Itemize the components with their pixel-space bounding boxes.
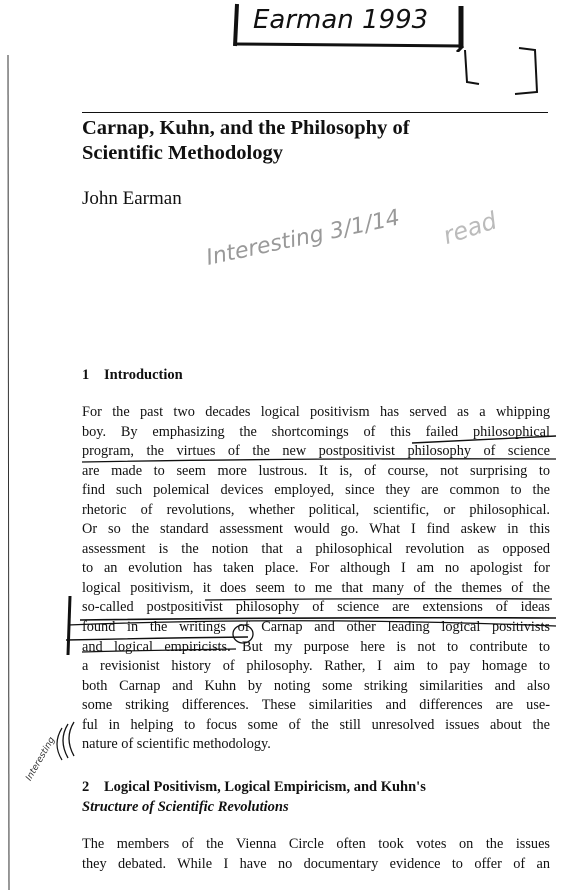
para-line: boy. By emphasizing the shortcomings of this failed philosophical bbox=[82, 423, 550, 440]
section-2-number: 2 bbox=[82, 779, 90, 795]
para-line: and logical empiricists. But my purpose here is not to contribute to bbox=[82, 638, 550, 655]
para-line: some striking differences. These similarities and differences are use- bbox=[82, 697, 550, 714]
title-line-2: Scientific Methodology bbox=[82, 142, 283, 164]
para-line: For the past two decades logical positivism has served as a whipping bbox=[82, 404, 550, 420]
para-line: Or so the standard assessment would go. What I find askew in this bbox=[82, 521, 550, 538]
handwritten-right-note: read bbox=[439, 206, 501, 250]
para-line: ful in helping to focus some of the still unresolved issues about the bbox=[82, 716, 550, 733]
para-line: found in the writings of Carnap and other leading logical positivists bbox=[82, 619, 550, 636]
para-line: so-called postpositivist philosophy of science are extensions of ideas bbox=[82, 599, 550, 616]
para-line: logical positivism, it does seem to me that many of the themes of the bbox=[82, 579, 550, 596]
section-1-number: 1 bbox=[82, 367, 90, 383]
para-line: rhetoric of revolutions, whether political, scientific, or philosophical. bbox=[82, 501, 550, 518]
title-line-1: Carnap, Kuhn, and the Philosophy of bbox=[82, 117, 410, 139]
section-2-title-line-1: Logical Positivism, Logical Empiricism, and Kuhn's bbox=[104, 779, 426, 795]
para-line: both Carnap and Kuhn by noting some striking similarities and also bbox=[82, 677, 550, 694]
para-line: nature of scientific methodology. bbox=[82, 736, 271, 753]
handwritten-header-text: Earman 1993 bbox=[253, 5, 429, 35]
para-line: a revisionist history of philosophy. Rather, I aim to pay homage to bbox=[82, 658, 550, 675]
para-line: program, the virtues of the new postpositivist philosophy of science bbox=[82, 443, 550, 460]
author-name: John Earman bbox=[82, 188, 182, 209]
para-line: they debated. While I have no documentary evidence to offer of an bbox=[82, 855, 550, 872]
para-line: assessment is the notion that a philosophical revolution as opposed bbox=[82, 540, 550, 557]
para-line: are made to seem more lustrous. It is, of course, not surprising to bbox=[82, 462, 550, 479]
section-2-heading bbox=[82, 777, 426, 817]
section-2-paragraph bbox=[82, 835, 550, 874]
handwritten-margin-note bbox=[14, 730, 64, 790]
handwritten-center-text: Interesting 3/1/14 bbox=[204, 205, 403, 271]
handwritten-margin-text: Interesting bbox=[24, 735, 58, 783]
para-line: The members of the Vienna Circle often took votes on the issues bbox=[82, 836, 550, 852]
section-1-title: Introduction bbox=[104, 367, 183, 383]
section-2-title-line-2: Structure of Scientific Revolutions bbox=[82, 799, 289, 815]
para-line: find such polemical devices employed, since they are common to the bbox=[82, 482, 550, 499]
para-line: to an evolution has taken place. For although I am no apologist for bbox=[82, 560, 550, 577]
